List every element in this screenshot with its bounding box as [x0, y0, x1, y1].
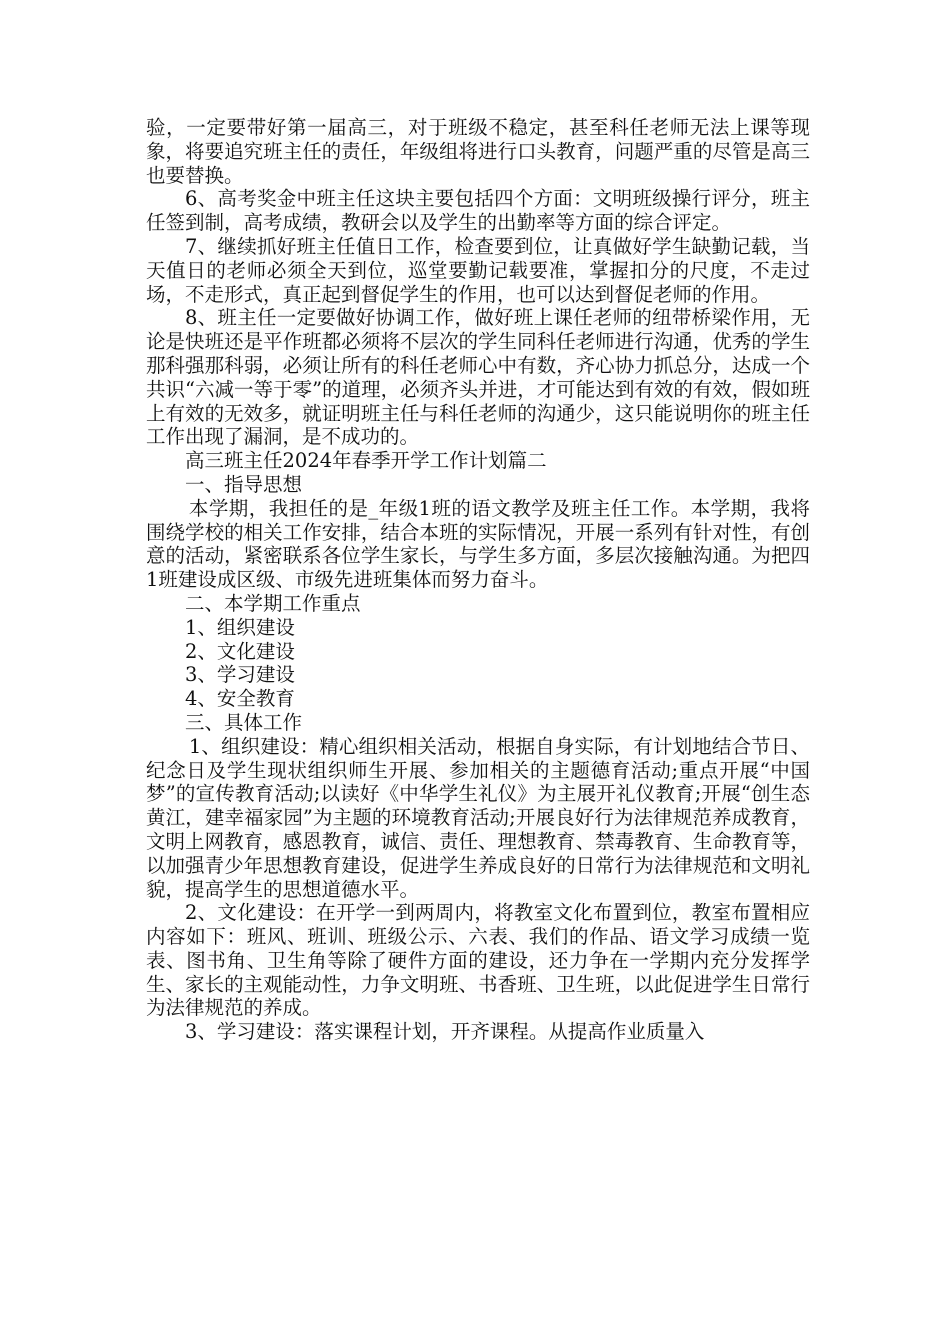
heading-specific-work: 三、具体工作: [185, 710, 303, 734]
paragraph-study: 3、学习建设：落实课程计划，开齐课程。从提高作业质量入: [185, 1020, 705, 1044]
list-item-culture: 2、文化建设: [185, 639, 295, 663]
list-item-study: 3、学习建设: [185, 663, 295, 687]
paragraph-item-6: 6、高考奖金中班主任这块主要包括四个方面：文明班级操行评分，班主任签到制，高考成绩，教研会以及学生的出勤率等方面的综合评定。: [146, 187, 810, 235]
document-page: [146, 116, 810, 1044]
list-item-organization: 1、组织建设: [185, 615, 295, 639]
paragraph-continuation: 验，一定要带好第一届高三，对于班级不稳定，甚至科任老师无法上课等现象，将要追究班主任的责任，年级组将进行口头教育，问题严重的尽管是高三也要替换。: [146, 116, 810, 187]
heading-work-focus: 二、本学期工作重点: [185, 591, 361, 615]
paragraph-organization: 1、组织建设：精心组织相关活动，根据自身实际，有计划地结合节日、纪念日及学生现状组织师生开展、参加相关的主题德育活动;重点开展“中国梦”的宣传教育活动;以读好《中华学生礼仪》为主展开礼仪教育;开展“创生态黄江，建幸福家园”为主题的环境教育活动;开展良好行为法律规范养成教育，文明上网教育，感恩教育，诚信、责任、理想教育、禁毒教育、生命教育等，以加强青少年思想教育建设，促进学生养成良好的日常行为法律规范和文明礼貌，提高学生的思想道德水平。: [146, 734, 810, 901]
paragraph-culture: 2、文化建设：在开学一到两周内，将教室文化布置到位，教室布置相应内容如下：班风、班训、班级公示、六表、我们的作品、语文学习成绩一览表、图书角、卫生角等除了硬件方面的建设，还力争在一学期内充分发挥学生、家长的主观能动性，力争文明班、书香班、卫生班，以此促进学生日常行为法律规范的养成。: [146, 901, 810, 1020]
list-item-safety: 4、安全教育: [185, 687, 295, 711]
paragraph-item-7: 7、继续抓好班主任值日工作，检查要到位，让真做好学生缺勤记载，当天值日的老师必须全天到位，巡堂要勤记载要准，掌握扣分的尺度，不走过场，不走形式，真正起到督促学生的作用，也可以达到督促老师的作用。: [146, 234, 810, 306]
paragraph-guiding-thought: 本学期，我担任的是_年级1班的语文教学及班主任工作。本学期，我将围绕学校的相关工作安排，结合本班的实际情况，开展一系列有针对性，有创意的活动，紧密联系各位学生家长，与学生多方面，多层次接触沟通。为把四1班建设成区级、市级先进班集体而努力奋斗。: [146, 496, 810, 592]
heading-guiding-thought: 一、指导思想: [185, 472, 303, 496]
section-title: 高三班主任2024年春季开学工作计划篇二: [185, 449, 547, 473]
paragraph-item-8: 8、班主任一定要做好协调工作，做好班上课任老师的纽带桥梁作用，无论是快班还是平作班都必须将不层次的学生同科任老师进行沟通，优秀的学生那科强那科弱，必须让所有的科任老师心中有数，齐心协力抓总分，达成一个共识“六减一等于零”的道理，必须齐头并进，才可能达到有效的有效，假如班上有效的无效多，就证明班主任与科任老师的沟通少，这只能说明你的班主任工作出现了漏洞，是不成功的。: [146, 306, 810, 449]
